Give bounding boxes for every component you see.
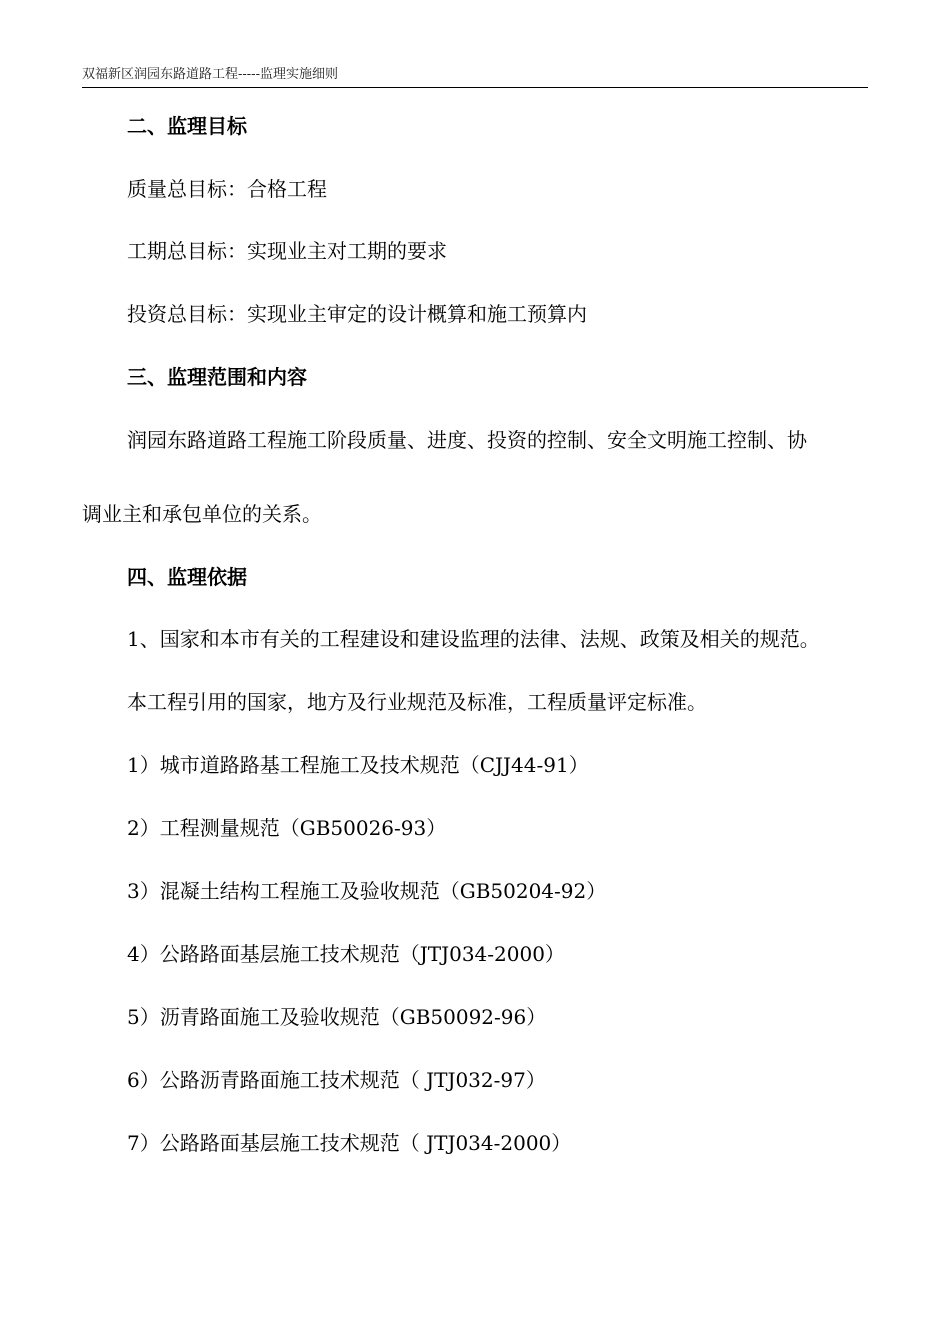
basis-item-1-note: 本工程引用的国家，地方及行业规范及标准，工程质量评定标准。	[127, 690, 707, 714]
page-header: 双福新区润园东路道路工程-----监理实施细则	[82, 66, 868, 88]
standard-list-item: 2）工程测量规范（GB50026-93）	[127, 816, 447, 840]
standard-list-item: 4）公路路面基层施工技术规范（JTJ034-2000）	[127, 942, 565, 966]
section-heading-basis: 四、监理依据	[127, 565, 247, 589]
section-heading-goals: 二、监理目标	[127, 114, 247, 138]
standard-list-item: 1）城市道路路基工程施工及技术规范（CJJ44-91）	[127, 753, 589, 777]
standard-list-item: 6）公路沥青路面施工技术规范（ JTJ032-97）	[127, 1068, 546, 1092]
standard-list-item: 7）公路路面基层施工技术规范（ JTJ034-2000）	[127, 1131, 572, 1155]
standard-list-item: 3）混凝土结构工程施工及验收规范（GB50204-92）	[127, 879, 607, 903]
quality-goal-text: 质量总目标：合格工程	[127, 177, 327, 201]
schedule-goal-text: 工期总目标：实现业主对工期的要求	[127, 239, 447, 263]
scope-paragraph-line-1: 润园东路道路工程施工阶段质量、进度、投资的控制、安全文明施工控制、协	[127, 428, 807, 452]
investment-goal-text: 投资总目标：实现业主审定的设计概算和施工预算内	[127, 302, 587, 326]
basis-item-1: 1、国家和本市有关的工程建设和建设监理的法律、法规、政策及相关的规范。	[127, 627, 820, 651]
scope-paragraph-line-2: 调业主和承包单位的关系。	[82, 502, 322, 526]
standard-list-item: 5）沥青路面施工及验收规范（GB50092-96）	[127, 1005, 547, 1029]
section-heading-scope: 三、监理范围和内容	[127, 365, 307, 389]
